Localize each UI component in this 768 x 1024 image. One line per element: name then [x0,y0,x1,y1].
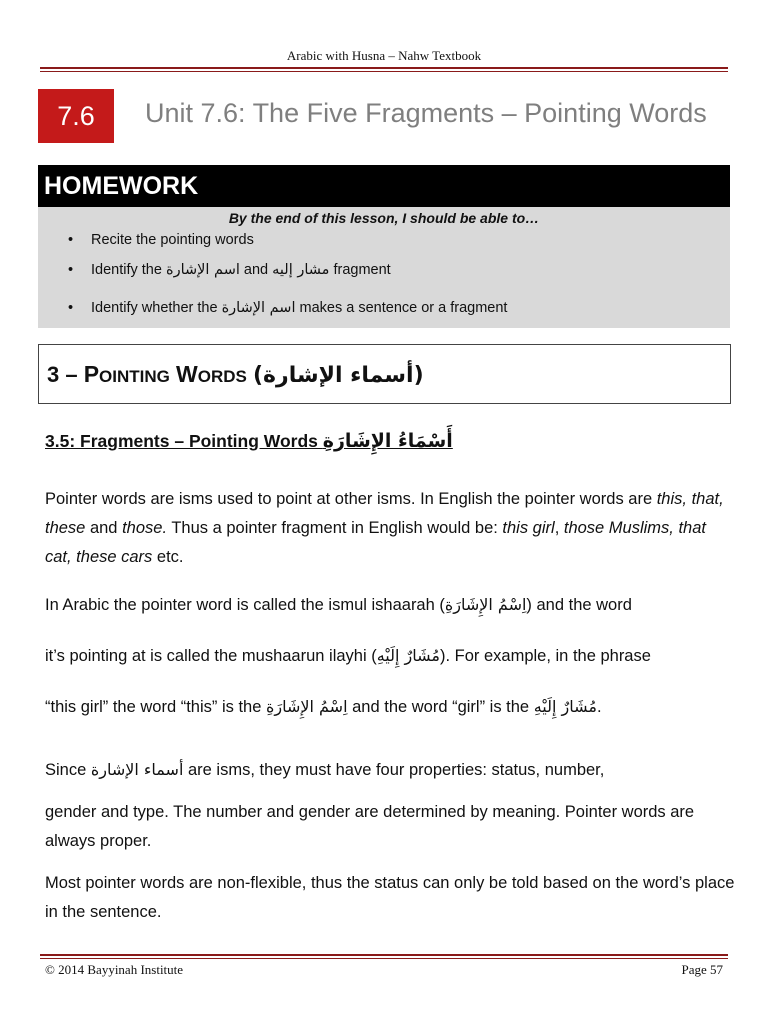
paragraph-line: Since أسماء الإشارة are isms, they must have four properties: status, number, [45,760,605,779]
homework-item: • Identify whether the اسم الإشارة makes a sentence or a fragment [68,300,508,316]
paragraph-non-flexible: Most pointer words are non-flexible, thus the status can only be told based on the word’s place in the sentence. [45,874,735,921]
header-divider [40,67,728,72]
subsection-heading: 3.5: Fragments – Pointing Words أَسْمَاءُ الإِشَارَةِ [45,430,453,452]
homework-heading: HOMEWORK [38,165,730,207]
unit-number-badge: 7.6 [38,89,114,143]
bullet-icon: • [68,300,74,316]
paragraph-line: In Arabic the pointer word is called the ismul ishaarah (اِسْمُ الإِشَارَةِ) and the word [45,595,632,614]
homework-item: • Recite the pointing words [68,232,254,248]
bullet-icon: • [68,232,74,248]
paragraph-line: it’s pointing at is called the mushaarun ilayhi (مُشَارٌ إِلَيْهِ). For example, in the phrase [45,646,651,665]
unit-title: Unit 7.6: The Five Fragments – Pointing Words [145,98,707,128]
section-heading-box [38,344,731,404]
paragraph-line: “this girl” the word “this” is the اِسْمُ الإِشَارَةِ and the word “girl” is the مُشَارٌ إِلَيْهِ. [45,697,602,716]
paragraph-pointer-words: Pointer words are isms used to point at other isms. In English the pointer words are this, that, these and those. Thus a pointer fragment in English would be: this girl, those Muslims, that cat, these cars etc. [45,490,724,566]
homework-box [38,207,730,328]
homework-item: • Identify the اسم الإشارة and مشار إليه fragment [68,262,391,278]
homework-intro: By the end of this lesson, I should be able to… [228,210,540,226]
running-header: Arabic with Husna – Nahw Textbook [286,48,482,63]
footer-divider [40,954,728,959]
page-number: Page 57 [681,962,723,977]
section-title: 3 – POINTING WORDS (أسماء الإشارة) [47,360,424,388]
paragraph-properties: gender and type. The number and gender are determined by meaning. Pointer words are always proper. [45,803,695,850]
footer-copyright: © 2014 Bayyinah Institute [45,962,184,977]
bullet-icon: • [68,262,74,278]
